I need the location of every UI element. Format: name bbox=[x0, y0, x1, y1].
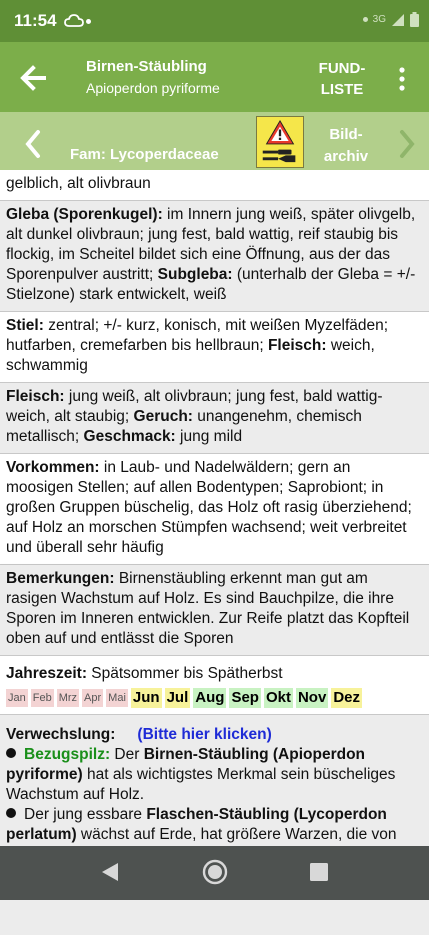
month-apr: Apr bbox=[82, 689, 103, 707]
section-label: Stiel: bbox=[6, 317, 44, 334]
month-sep: Sep bbox=[231, 689, 259, 706]
species-details[interactable] bbox=[0, 174, 429, 846]
family-label: Fam: Lycoperdaceae bbox=[70, 146, 219, 163]
overflow-menu-icon[interactable] bbox=[392, 64, 412, 94]
status-dot bbox=[363, 17, 368, 22]
status-time: 11:54 bbox=[14, 11, 57, 30]
section-gleba bbox=[0, 201, 429, 312]
bildarchiv-line1: Bild- bbox=[329, 126, 363, 143]
page-subtitle: Apioperdon pyriforme bbox=[86, 80, 220, 96]
section-text: im Innern jung weiß, später olivgelb, alt dunkel olivbraun; jung fest, bald wattig, reif staubig bis flockig, im Scheitel bildet sich eine Öffnung, aus der das Sporenpulver austritt; bbox=[6, 206, 416, 283]
section-label: Fleisch: bbox=[6, 388, 65, 405]
section-text: Spätsommer bis Spätherbst bbox=[86, 665, 283, 682]
month-dez: Dez bbox=[333, 689, 360, 706]
bildarchiv-line2: archiv bbox=[323, 148, 369, 165]
section-label: Verwechslung: bbox=[6, 726, 116, 743]
bullet-icon bbox=[6, 808, 16, 818]
section-label: Gleba (Sporenkugel): bbox=[6, 206, 163, 223]
section-text-3: jung mild bbox=[175, 428, 243, 445]
month-mai: Mai bbox=[106, 689, 128, 707]
item-text: Der jung essbare bbox=[24, 806, 147, 823]
bezugspilz-label: Bezugspilz: bbox=[24, 746, 111, 763]
item-bold: Birnen-Stäubling (Apioperdon pyriforme) bbox=[6, 746, 366, 783]
item-text-2: hat als wichtigstes Merkmal sein büscheliges Wachstum auf Holz. bbox=[6, 766, 396, 803]
section-bemerkungen bbox=[0, 565, 429, 656]
verwechslung-link[interactable]: (Bitte hier klicken) bbox=[137, 726, 272, 743]
section-vorkommen bbox=[0, 454, 429, 565]
section-label: Bemerkungen: bbox=[6, 570, 115, 587]
app-bar bbox=[0, 42, 429, 112]
month-feb: Feb bbox=[31, 689, 54, 707]
month-okt: Okt bbox=[265, 689, 291, 706]
cloud-icon bbox=[64, 14, 84, 28]
chevron-left-icon[interactable] bbox=[18, 128, 48, 160]
item-text-2: wächst auf Erde, hat größere Warzen, die von bbox=[80, 826, 397, 843]
section-fleisch bbox=[0, 383, 429, 454]
section-fruchtkoerper-tail bbox=[0, 170, 429, 201]
month-jan: Jan bbox=[6, 689, 28, 707]
chevron-right-icon[interactable] bbox=[392, 128, 422, 160]
item-text: Der bbox=[110, 746, 144, 763]
season-months bbox=[6, 688, 421, 708]
section-text: zentral; +/- kurz, konisch, mit weißen Myzelfäden; hutfarben, cremefarben bis hellbraun; bbox=[6, 317, 389, 354]
month-jul: Jul bbox=[166, 689, 189, 706]
nav-recents-icon[interactable] bbox=[309, 862, 329, 882]
item-bold: Flaschen-Stäubling (Lycoperdon perlatum) bbox=[6, 806, 387, 843]
warning-toxic-icon[interactable] bbox=[256, 116, 304, 168]
list-item bbox=[6, 745, 421, 805]
system-nav-bar bbox=[0, 846, 429, 900]
signal-icon bbox=[391, 13, 405, 27]
month-mrz: Mrz bbox=[57, 689, 79, 707]
section-label: Vorkommen: bbox=[6, 459, 100, 476]
section-text-2: weich, schwammig bbox=[6, 337, 375, 374]
section-label: Jahreszeit: bbox=[6, 665, 87, 682]
fund-liste-button[interactable] bbox=[312, 58, 372, 100]
fund-liste-line2: LISTE bbox=[320, 81, 364, 98]
section-text: Birnenstäubling erkennt man gut am rasigen Wachstum auf Holz. Es sind Bauchpilze, die ihre Sporen im Inneren entwicklen. Zur Reife platzt das Kopfteil oben auf und entlässt die Sporen bbox=[6, 570, 410, 647]
status-bar bbox=[0, 0, 429, 42]
section-text: jung weiß, alt olivbraun; jung fest, bald wattig-weich, alt staubig; bbox=[6, 388, 383, 425]
section-label-2: Subgleba: bbox=[157, 266, 233, 283]
fund-liste-line1: FUND- bbox=[318, 60, 366, 77]
section-text: in Laub- und Nadelwäldern; gern an moosigen Stellen; auf allen Bodentypen; Saprobiont; in großen Gruppen büschelig, das Holz oft rasig überziehend; auf Holz an morschen Stümpfen wachsend; weit verbreitet und überall sehr häufig bbox=[6, 459, 412, 556]
section-label-3: Geschmack: bbox=[83, 428, 176, 445]
status-icons bbox=[363, 12, 419, 27]
nav-home-icon[interactable] bbox=[202, 859, 228, 885]
section-stiel bbox=[0, 312, 429, 383]
section-text: gelblich, alt olivbraun bbox=[6, 175, 151, 192]
section-verwechslung bbox=[0, 715, 429, 935]
month-jun: Jun bbox=[132, 689, 160, 706]
section-text-2: unangenehm, chemisch metallisch; bbox=[6, 408, 362, 445]
nav-back-icon[interactable] bbox=[100, 861, 120, 883]
back-arrow-icon[interactable] bbox=[14, 58, 54, 98]
page-title: Birnen-Stäubling bbox=[86, 58, 207, 75]
section-jahreszeit bbox=[0, 656, 429, 715]
bullet-icon bbox=[6, 748, 16, 758]
section-label-2: Geruch: bbox=[133, 408, 193, 425]
network-type: 3G bbox=[372, 14, 386, 25]
month-aug: Aug bbox=[195, 689, 225, 706]
battery-icon bbox=[410, 12, 419, 27]
notification-dot bbox=[86, 19, 91, 24]
bildarchiv-button[interactable] bbox=[318, 124, 374, 168]
month-nov: Nov bbox=[297, 689, 327, 706]
species-nav-bar bbox=[0, 112, 429, 174]
section-label-2: Fleisch: bbox=[267, 337, 327, 354]
section-text-2: (unterhalb der Gleba = +/- Stielzone) stark entwickelt, weiß bbox=[6, 266, 416, 303]
